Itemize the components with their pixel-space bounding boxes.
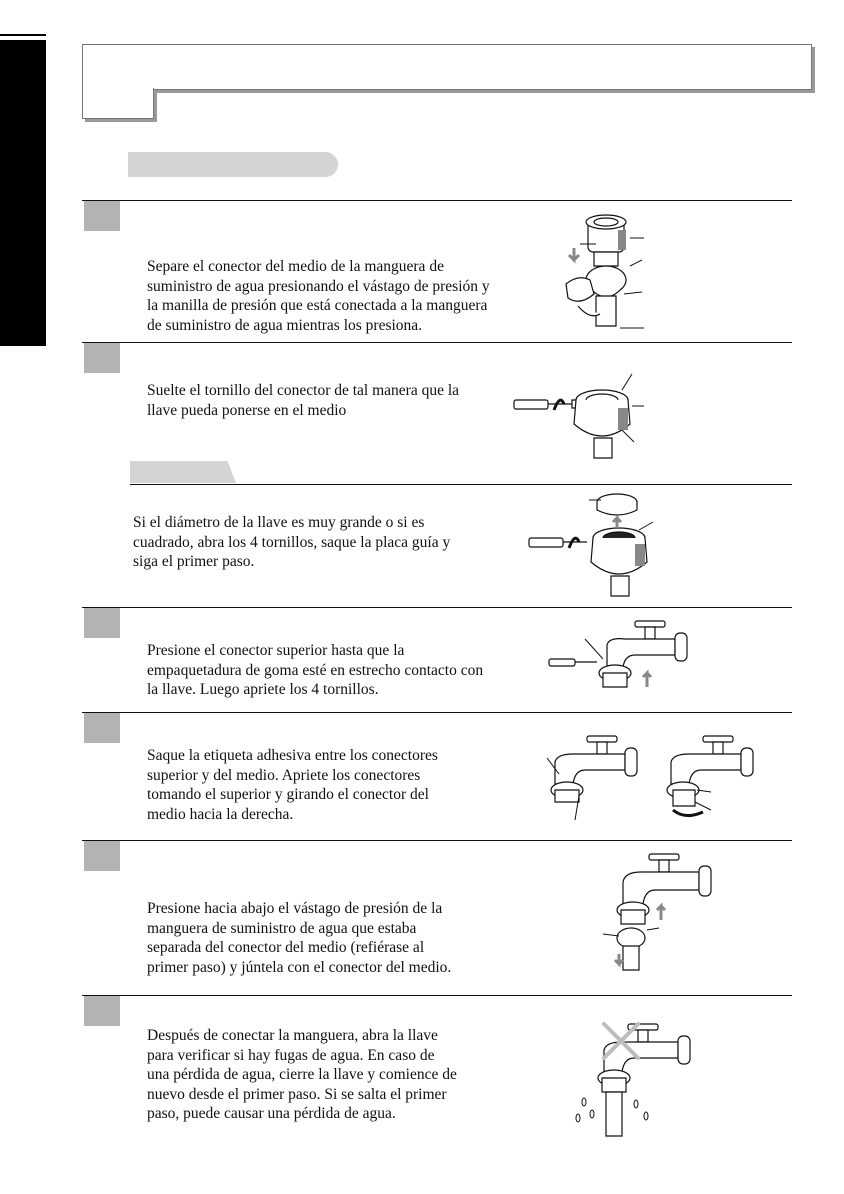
note-divider xyxy=(130,484,792,485)
step-6-text: Después de conectar la manguera, abra la llave para verificar si hay fugas de agua. En caso de una pérdida de agua, cierre la llave y comience de nuevo desde el primer paso. Si se salta el primer paso, puede causar una pérdida de agua. xyxy=(147,1027,457,1122)
step-divider xyxy=(82,712,792,713)
step-5-text: Presione hacia abajo el vástago de presión de la manguera de suministro de agua que estaba separada del conector del medio (refiérase al primer paso) y júntela con el conector del medio. xyxy=(147,900,452,976)
side-tab-bar xyxy=(0,40,46,346)
step-1-text: Separe el conector del medio de la manguera de suministro de agua presionando el vástago de presión y la manilla de presión que está conectada a la manguera de suministro de agua mientras los presiona. xyxy=(147,258,490,334)
step-4-text: Saque la etiqueta adhesiva entre los conectores superior y del medio. Apriete los conectores tomando el superior y girando el conector del medio hacia la derecha. xyxy=(147,747,438,823)
step-3-text: Presione el conector superior hasta que la empaquetadura de goma esté en estrecho contacto con la llave. Luego apriete los 4 tornillos. xyxy=(147,642,484,698)
step-divider xyxy=(82,607,792,608)
step-divider xyxy=(82,200,792,201)
header-title-box xyxy=(82,44,812,90)
step-divider xyxy=(82,995,792,996)
step-divider xyxy=(82,840,792,841)
step-number-box xyxy=(84,201,120,231)
step-divider xyxy=(82,342,792,343)
step-number-box xyxy=(84,343,120,373)
step-4-faucets-illustration xyxy=(545,730,785,830)
step-number-box xyxy=(84,608,120,638)
step-2-connector-illustration xyxy=(510,370,650,462)
top-left-rule xyxy=(0,34,46,36)
note-guide-plate-illustration xyxy=(525,490,665,600)
step-number-box xyxy=(84,996,120,1026)
step-number-box xyxy=(84,713,120,743)
step-5-faucet-hose-illustration xyxy=(595,850,720,980)
note-label-tab xyxy=(130,461,236,483)
step-number-box xyxy=(84,841,120,871)
step-6-leak-check-illustration xyxy=(570,1018,700,1138)
step-1-connector-illustration xyxy=(560,210,650,340)
step-3-faucet-illustration xyxy=(545,615,705,695)
step-2-text: Suelte el tornillo del conector de tal manera que la llave pueda ponerse en el medio xyxy=(147,382,460,419)
section-heading-pill xyxy=(128,152,338,177)
note-text: Si el diámetro de la llave es muy grande o si es cuadrado, abra los 4 tornillos, saque la placa guía y siga el primer paso. xyxy=(133,514,451,570)
header-tab-box xyxy=(82,88,154,119)
